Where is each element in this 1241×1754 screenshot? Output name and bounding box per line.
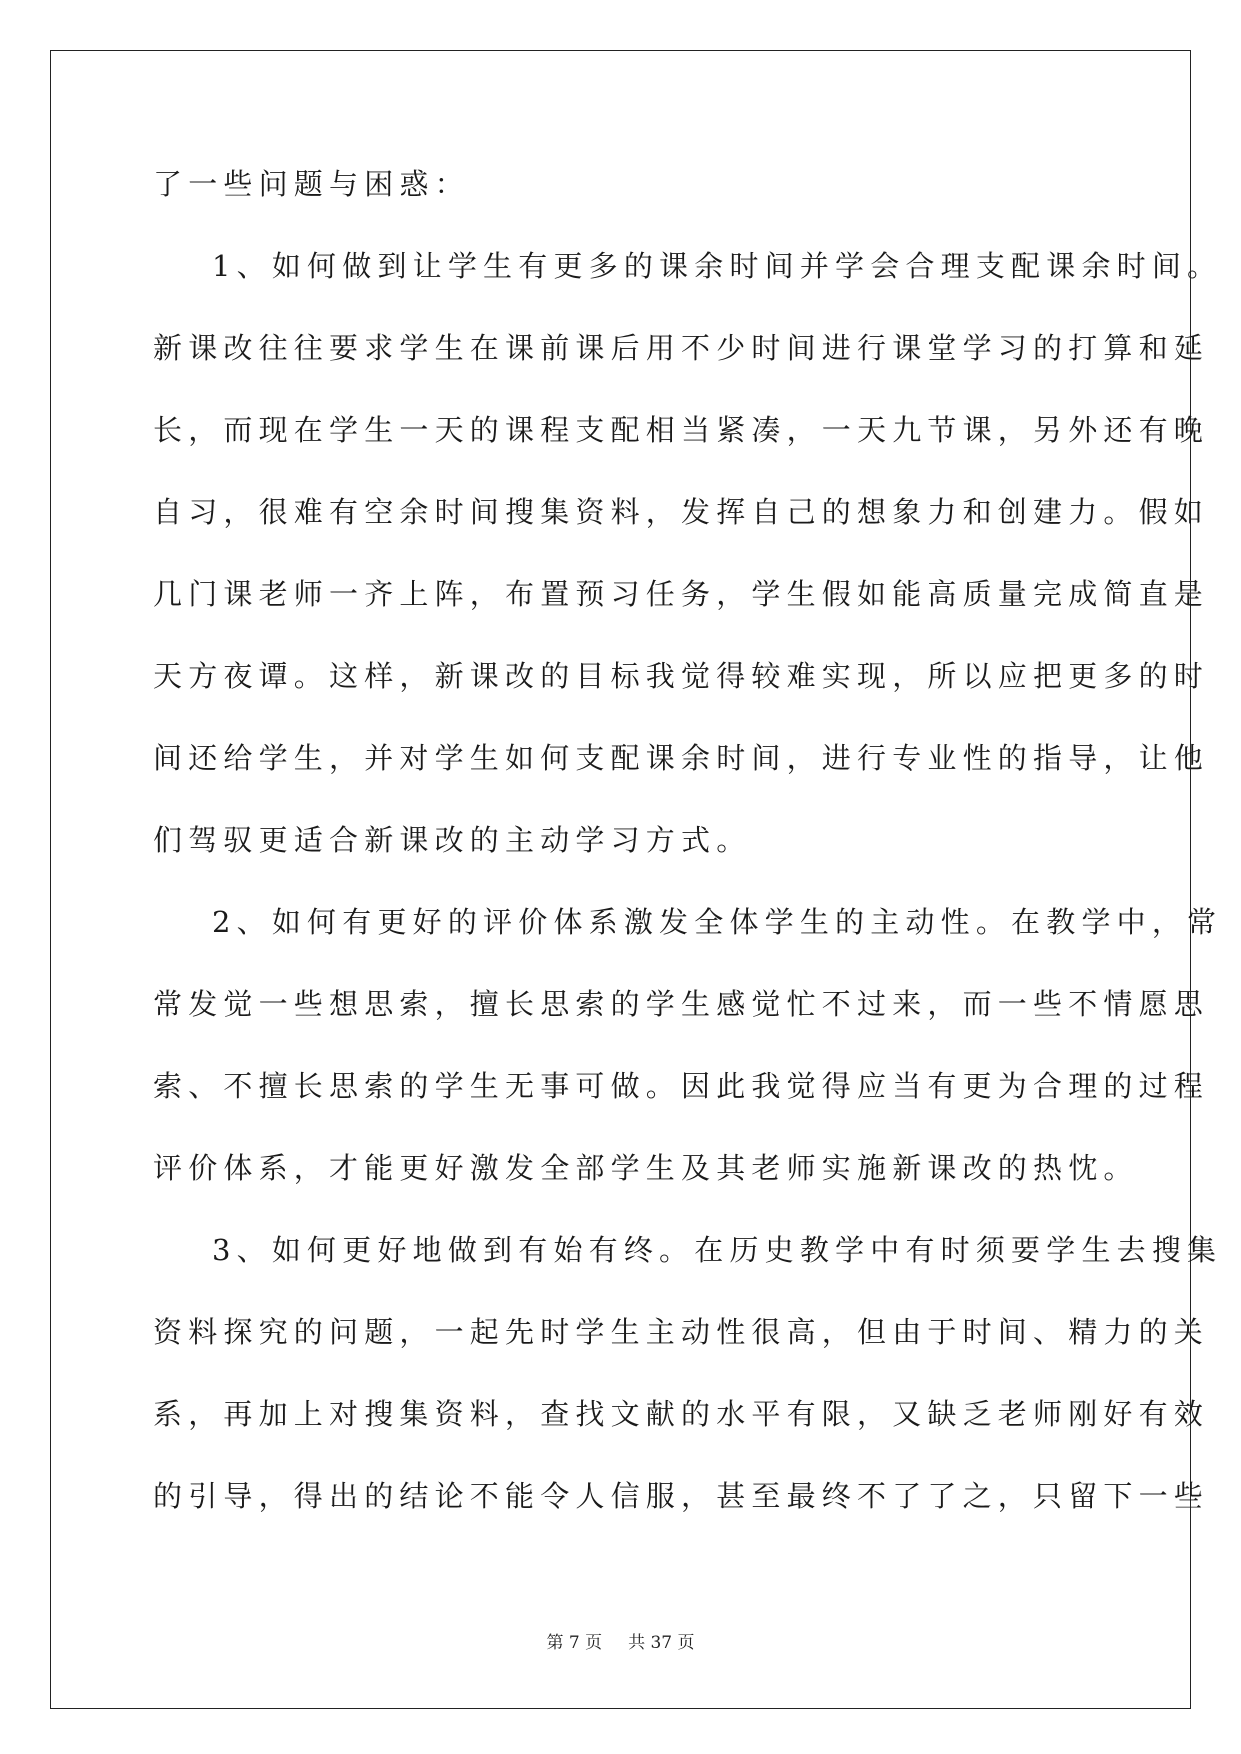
total-pages-label: 共 37 页 bbox=[628, 1633, 695, 1653]
text-line: 自习，很难有空余时间搜集资料，发挥自己的想象力和创建力。假如 bbox=[153, 495, 1210, 529]
text-line: 长，而现在学生一天的课程支配相当紧凑，一天九节课，另外还有晚 bbox=[153, 413, 1210, 447]
text-line: 的引导，得出的结论不能令人信服，甚至最终不了了之，只留下一些 bbox=[153, 1479, 1210, 1513]
text-line: 资料探究的问题，一起先时学生主动性很高，但由于时间、精力的关 bbox=[153, 1315, 1210, 1349]
text-line: 新课改往往要求学生在课前课后用不少时间进行课堂学习的打算和延 bbox=[153, 331, 1210, 365]
text-line: 评价体系，才能更好激发全部学生及其老师实施新课改的热忱。 bbox=[153, 1151, 1139, 1185]
page-footer bbox=[0, 1633, 1241, 1653]
text-line: 几门课老师一齐上阵，布置预习任务，学生假如能高质量完成简直是 bbox=[153, 577, 1210, 611]
text-line: 系，再加上对搜集资料，查找文献的水平有限，又缺乏老师刚好有效 bbox=[153, 1397, 1210, 1431]
text-line: 常发觉一些想思索，擅长思索的学生感觉忙不过来，而一些不情愿思 bbox=[153, 987, 1210, 1021]
paragraph-first-line: 1、如何做到让学生有更多的课余时间并学会合理支配课余时间。 bbox=[212, 249, 1223, 283]
paragraph-first-line: 2、如何有更好的评价体系激发全体学生的主动性。在教学中，常 bbox=[212, 905, 1223, 939]
text-line: 们驾驭更适合新课改的主动学习方式。 bbox=[153, 823, 752, 857]
document-body bbox=[153, 166, 1223, 1560]
text-line: 天方夜谭。这样，新课改的目标我觉得较难实现，所以应把更多的时 bbox=[153, 659, 1210, 693]
text-line: 索、不擅长思索的学生无事可做。因此我觉得应当有更为合理的过程 bbox=[153, 1069, 1210, 1103]
paragraph-first-line: 3、如何更好地做到有始有终。在历史教学中有时须要学生去搜集 bbox=[212, 1233, 1223, 1267]
text-line: 间还给学生，并对学生如何支配课余时间，进行专业性的指导，让他 bbox=[153, 741, 1210, 775]
current-page-label: 第 7 页 bbox=[546, 1633, 603, 1653]
text-line: 了一些问题与困惑： bbox=[153, 167, 470, 201]
